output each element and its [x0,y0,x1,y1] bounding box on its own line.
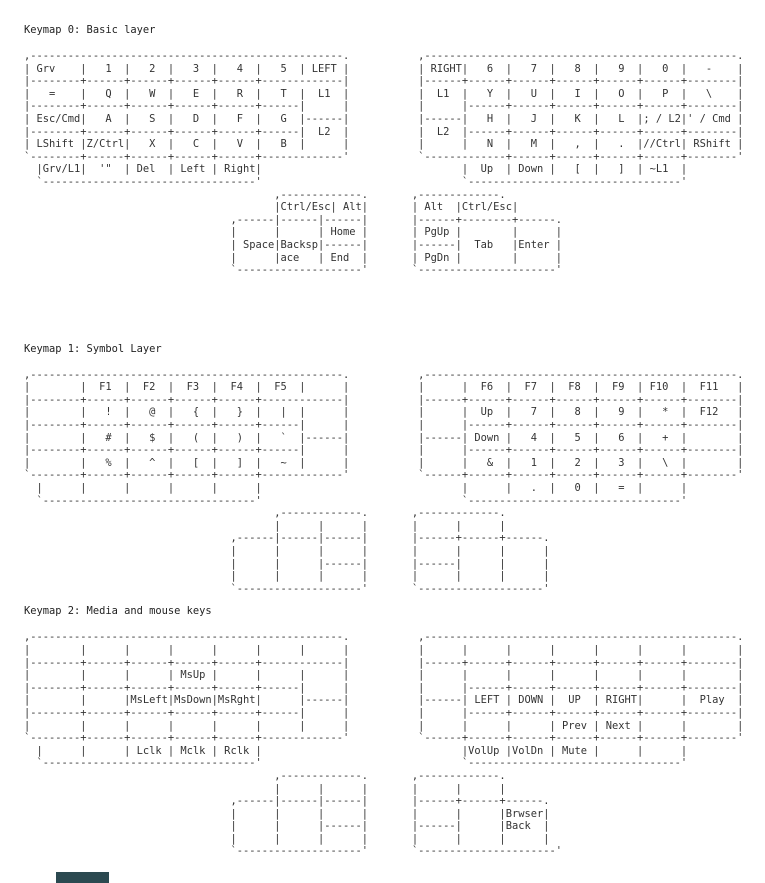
keymap-0-title: Keymap 0: Basic layer [24,24,156,36]
keymap-section-media-mouse-layer [24,605,765,858]
keymap-1-ascii-art: ,--------------------------------------------------. ,--------------------------------------------------. | | F1 | F2 | F3 | F4 | F5 | | | | F6 | F7 | F8 | F9 | F10 | F11 | |--------+------+------+------+------+-------------| |------+------+------+------+------+------+--------| | | ! | @ | { | } | | | | | | Up | 7 | 8 | 9 | * | F12 | |--------+------+------+------+------+------| | | |------+------+------+------+------+--------| | | # | $ | ( | ) | ` |------| |------| Down | 4 | 5 | 6 | + | | |--------+------+------+------+------+------| | | |------+------+------+------+------+--------| | | % | ^ | [ | ] | ~ | | | | & | 1 | 2 | 3 | \ | | `--------+------+------+------+------+-------------' `------+------+------+------+------+------+--------' | | | | | | | | . | 0 | = | | `----------------------------------' `----------------------------------' ,-------------. ,-------------. | | | | | | ,------|------|------| |------+------+------. | | | | | | | | | | |------| |------| | | | | | | | | | | `--------------------' `--------------------' [24,368,744,595]
bottom-left-dark-bar-fragment [56,872,109,883]
keymap-1-title: Keymap 1: Symbol Layer [24,342,162,355]
keymap-2-title: Keymap 2: Media and mouse keys [24,605,212,618]
keymap-section-basic-layer [24,24,765,277]
keymap-0-ascii-art: ,--------------------------------------------------. ,--------------------------------------------------. | Grv | 1 | 2 | 3 | 4 | 5 | LEFT | | RIGHT| 6 | 7 | 8 | 9 | 0 | - | |--------+------+------+------+------+-------------| |------+------+------+------+------+------+--------| | = | Q | W | E | R | T | L1 | | L1 | Y | U | I | O | P | \ | |--------+------+------+------+------+------| | | |------+------+------+------+------+--------| | Esc/Cmd| A | S | D | F | G |------| |------| H | J | K | L |; / L2|' / Cmd | |--------+------+------+------+------+------| L2 | | L2 |------+------+------+------+------+--------| | LShift |Z/Ctrl| X | C | V | B | | | | N | M | , | . |//Ctrl| RShift | `--------+------+------+------+------+-------------' `-------------+------+------+------+------+--------' |Grv/L1| '" | Del | Left | Right| | Up | Down | [ | ] | ~L1 | `----------------------------------' `----------------------------------' ,-------------. ,-------------. |Ctrl/Esc| Alt| | Alt |Ctrl/Esc| ,------|------|------| |------+--------+------. | | | Home | | PgUp | | | | Space|Backsp|------| |------| Tab |Enter | | |ace | End | | PgDn | | | `--------------------' `----------------------' [24,50,744,277]
keymap-section-symbol-layer [24,343,765,596]
keymap-2-ascii-art: ,--------------------------------------------------. ,--------------------------------------------------. | | | | | | | | | | | | | | | | |--------+------+------+------+------+-------------| |------+------+------+------+------+------+--------| | | | | MsUp | | | | | | | | | | | | |--------+------+------+------+------+------| | | |------+------+------+------+------+--------| | | |MsLeft|MsDown|MsRght| |------| |------| LEFT | DOWN | UP | RIGHT| | Play | |--------+------+------+------+------+------| | | |------+------+------+------+------+--------| | | | | | | | | | | | | Prev | Next | | | `--------+------+------+------+------+-------------' `------+------+------+------+------+------+--------' | | | Lclk | Mclk | Rclk | |VolUp |VolDn | Mute | | | `----------------------------------' `----------------------------------' ,-------------. ,-------------. | | | | | | ,------|------|------| |------+------+------. | | | | | | |Brwser| | | |------| |------| |Back | | | | | | | | | `--------------------' `----------------------' [24,631,744,858]
